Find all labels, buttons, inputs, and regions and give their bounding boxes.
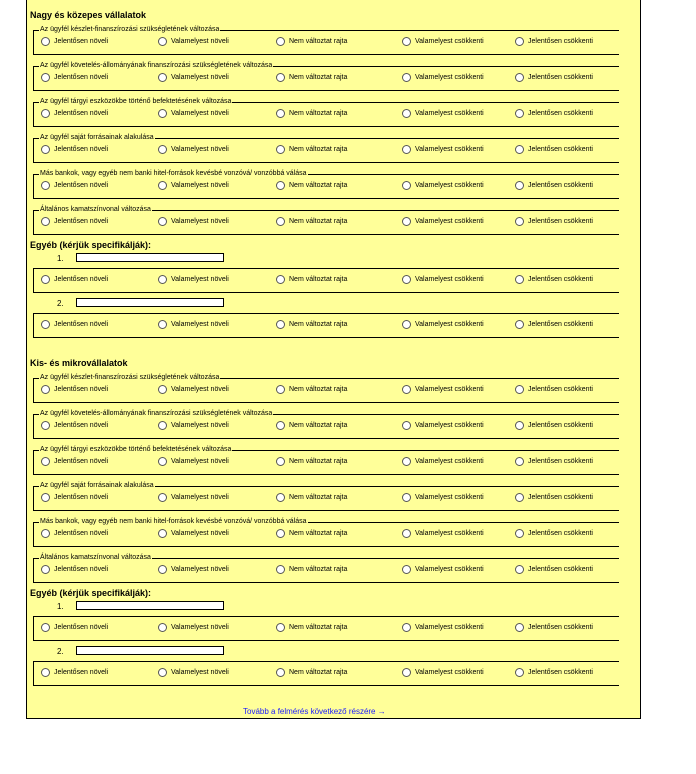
radio-button[interactable] [402, 73, 411, 82]
option-label: Jelentősen növeli [54, 458, 109, 465]
radio-button[interactable] [515, 217, 524, 226]
answer-option[interactable] [41, 492, 108, 503]
other-number: 2. [57, 647, 64, 656]
option-label: Jelentősen növeli [54, 74, 109, 81]
option-label: Nem változtat rajta [289, 218, 348, 225]
radio-button[interactable] [402, 275, 411, 284]
question-group [33, 134, 619, 163]
radio-button[interactable] [41, 457, 50, 466]
section-title: Nagy és közepes vállalatok [30, 10, 147, 20]
radio-button[interactable] [276, 493, 285, 502]
radio-button[interactable] [158, 493, 167, 502]
answer-option[interactable] [276, 274, 347, 285]
option-label: Nem változtat rajta [289, 624, 348, 631]
option-label: Jelentősen csökkenti [528, 624, 593, 631]
question-label: Általános kamatszínvonal változása [40, 206, 151, 213]
option-label: Valamelyest csökkenti [415, 110, 484, 117]
answer-option[interactable] [41, 72, 108, 83]
question-label: Általános kamatszínvonal változása [40, 554, 151, 561]
answer-option[interactable] [276, 622, 347, 633]
option-label: Valamelyest csökkenti [415, 624, 484, 631]
other-answer-group [33, 616, 619, 641]
option-label: Nem változtat rajta [289, 146, 348, 153]
option-label: Jelentősen növeli [54, 494, 109, 501]
option-label: Nem változtat rajta [289, 566, 348, 573]
answer-option[interactable] [402, 36, 484, 47]
answer-option[interactable] [402, 564, 484, 575]
option-label: Jelentősen csökkenti [528, 494, 593, 501]
answer-option[interactable] [402, 144, 484, 155]
question-group [33, 554, 619, 583]
answer-option[interactable] [158, 216, 229, 227]
option-label: Jelentősen csökkenti [528, 458, 593, 465]
option-label: Valamelyest csökkenti [415, 182, 484, 189]
question-label: Az ügyfél tárgyi eszközökbe történő befektetésének változása [40, 98, 232, 105]
option-label: Valamelyest növeli [171, 110, 229, 117]
answer-option[interactable] [276, 667, 347, 678]
option-label: Jelentősen csökkenti [528, 566, 593, 573]
answer-option[interactable] [515, 36, 593, 47]
answer-option[interactable] [515, 319, 593, 330]
radio-button[interactable] [41, 145, 50, 154]
answer-option[interactable] [515, 216, 593, 227]
answer-option[interactable] [276, 144, 347, 155]
question-group [33, 410, 619, 439]
answer-option[interactable] [276, 108, 347, 119]
option-label: Valamelyest csökkenti [415, 494, 484, 501]
radio-button[interactable] [402, 529, 411, 538]
answer-option[interactable] [402, 72, 484, 83]
option-label: Nem változtat rajta [289, 422, 348, 429]
radio-button[interactable] [41, 275, 50, 284]
survey-form [26, 0, 641, 719]
option-label: Jelentősen növeli [54, 218, 109, 225]
question-label: Más bankok, vagy egyéb nem banki hitel-források kevésbé vonzóvá/ vonzóbbá válása [40, 518, 307, 525]
option-label: Valamelyest csökkenti [415, 146, 484, 153]
answer-option[interactable] [402, 180, 484, 191]
option-label: Valamelyest növeli [171, 386, 229, 393]
answer-option[interactable] [276, 492, 347, 503]
option-label: Jelentősen növeli [54, 386, 109, 393]
radio-button[interactable] [515, 37, 524, 46]
answer-option[interactable] [276, 420, 347, 431]
option-label: Nem változtat rajta [289, 38, 348, 45]
option-label: Valamelyest növeli [171, 74, 229, 81]
answer-option[interactable] [402, 384, 484, 395]
option-label: Valamelyest növeli [171, 422, 229, 429]
option-label: Valamelyest csökkenti [415, 218, 484, 225]
other-number: 2. [57, 299, 64, 308]
option-label: Valamelyest csökkenti [415, 422, 484, 429]
option-label: Valamelyest növeli [171, 38, 229, 45]
radio-button[interactable] [276, 457, 285, 466]
option-label: Jelentősen csökkenti [528, 146, 593, 153]
answer-option[interactable] [158, 564, 229, 575]
answer-option[interactable] [41, 274, 108, 285]
answer-option[interactable] [158, 144, 229, 155]
answer-option[interactable] [41, 420, 108, 431]
question-group [33, 518, 619, 547]
other-spec-input[interactable] [76, 646, 224, 655]
option-label: Valamelyest növeli [171, 321, 229, 328]
radio-button[interactable] [41, 320, 50, 329]
radio-button[interactable] [402, 565, 411, 574]
other-spec-row [33, 297, 233, 312]
answer-option[interactable] [41, 144, 108, 155]
radio-button[interactable] [158, 529, 167, 538]
option-label: Valamelyest növeli [171, 276, 229, 283]
answer-option[interactable] [158, 492, 229, 503]
radio-button[interactable] [515, 320, 524, 329]
radio-button[interactable] [276, 668, 285, 677]
option-label: Jelentősen növeli [54, 669, 109, 676]
option-label: Jelentősen növeli [54, 422, 109, 429]
radio-button[interactable] [515, 668, 524, 677]
option-label: Jelentősen csökkenti [528, 386, 593, 393]
radio-button[interactable] [158, 73, 167, 82]
option-label: Jelentősen csökkenti [528, 321, 593, 328]
radio-button[interactable] [158, 109, 167, 118]
answer-option[interactable] [276, 72, 347, 83]
radio-button[interactable] [276, 109, 285, 118]
radio-button[interactable] [515, 275, 524, 284]
answer-option[interactable] [402, 420, 484, 431]
option-label: Jelentősen csökkenti [528, 182, 593, 189]
radio-button[interactable] [402, 623, 411, 632]
question-label: Az ügyfél követelés-állományának finanszírozási szükségletének változása [40, 410, 273, 417]
option-label: Jelentősen növeli [54, 321, 109, 328]
radio-button[interactable] [158, 275, 167, 284]
answer-option[interactable] [515, 144, 593, 155]
radio-button[interactable] [41, 385, 50, 394]
answer-option[interactable] [515, 564, 593, 575]
option-label: Valamelyest növeli [171, 458, 229, 465]
option-label: Jelentősen növeli [54, 566, 109, 573]
answer-option[interactable] [276, 216, 347, 227]
option-label: Jelentősen csökkenti [528, 276, 593, 283]
option-label: Nem változtat rajta [289, 110, 348, 117]
answer-option[interactable] [41, 216, 108, 227]
answer-option[interactable] [41, 456, 108, 467]
other-spec-row [33, 645, 233, 660]
answer-option[interactable] [158, 36, 229, 47]
answer-option[interactable] [515, 180, 593, 191]
option-label: Valamelyest csökkenti [415, 321, 484, 328]
answer-option[interactable] [276, 528, 347, 539]
radio-button[interactable] [41, 668, 50, 677]
section-title: Kis- és mikrovállalatok [30, 358, 128, 368]
other-heading: Egyéb (kérjük specifikálják): [30, 588, 152, 598]
answer-option[interactable] [276, 36, 347, 47]
question-label: Az ügyfél saját forrásainak alakulása [40, 134, 154, 141]
other-answer-group [33, 268, 619, 293]
next-page-link[interactable]: Tovább a felmérés következő részére → [243, 707, 386, 716]
answer-option[interactable] [276, 384, 347, 395]
radio-button[interactable] [276, 565, 285, 574]
answer-option[interactable] [158, 108, 229, 119]
option-label: Jelentősen csökkenti [528, 110, 593, 117]
answer-option[interactable] [158, 456, 229, 467]
option-label: Valamelyest csökkenti [415, 276, 484, 283]
answer-option[interactable] [41, 622, 108, 633]
other-answer-group [33, 313, 619, 338]
option-label: Jelentősen növeli [54, 38, 109, 45]
answer-option[interactable] [41, 564, 108, 575]
radio-button[interactable] [515, 73, 524, 82]
question-group [33, 98, 619, 127]
answer-option[interactable] [158, 274, 229, 285]
radio-button[interactable] [515, 181, 524, 190]
option-label: Jelentősen növeli [54, 146, 109, 153]
answer-option[interactable] [158, 420, 229, 431]
radio-button[interactable] [515, 623, 524, 632]
radio-button[interactable] [158, 623, 167, 632]
answer-option[interactable] [41, 180, 108, 191]
radio-button[interactable] [515, 529, 524, 538]
answer-option[interactable] [515, 667, 593, 678]
answer-option[interactable] [402, 622, 484, 633]
option-label: Nem változtat rajta [289, 321, 348, 328]
option-label: Jelentősen növeli [54, 110, 109, 117]
option-label: Jelentősen csökkenti [528, 669, 593, 676]
radio-button[interactable] [41, 565, 50, 574]
answer-option[interactable] [515, 384, 593, 395]
radio-button[interactable] [158, 320, 167, 329]
option-label: Valamelyest növeli [171, 182, 229, 189]
answer-option[interactable] [402, 274, 484, 285]
answer-option[interactable] [402, 492, 484, 503]
radio-button[interactable] [402, 668, 411, 677]
other-number: 1. [57, 602, 64, 611]
question-group [33, 170, 619, 199]
question-group [33, 206, 619, 235]
option-label: Nem változtat rajta [289, 494, 348, 501]
radio-button[interactable] [41, 623, 50, 632]
other-spec-input[interactable] [76, 601, 224, 610]
option-label: Nem változtat rajta [289, 182, 348, 189]
answer-option[interactable] [158, 180, 229, 191]
option-label: Valamelyest növeli [171, 218, 229, 225]
radio-button[interactable] [276, 623, 285, 632]
radio-button[interactable] [41, 109, 50, 118]
answer-option[interactable] [515, 456, 593, 467]
radio-button[interactable] [276, 217, 285, 226]
radio-button[interactable] [276, 529, 285, 538]
question-label: Az ügyfél készlet-finanszírozási szükségletének változása [40, 26, 220, 33]
radio-button[interactable] [158, 421, 167, 430]
radio-button[interactable] [41, 73, 50, 82]
radio-button[interactable] [402, 109, 411, 118]
option-label: Jelentősen csökkenti [528, 218, 593, 225]
option-label: Valamelyest csökkenti [415, 458, 484, 465]
radio-button[interactable] [515, 421, 524, 430]
radio-button[interactable] [41, 217, 50, 226]
answer-option[interactable] [402, 216, 484, 227]
other-heading: Egyéb (kérjük specifikálják): [30, 240, 152, 250]
radio-button[interactable] [276, 385, 285, 394]
question-group [33, 482, 619, 511]
radio-button[interactable] [158, 37, 167, 46]
answer-option[interactable] [41, 384, 108, 395]
radio-button[interactable] [41, 493, 50, 502]
answer-option[interactable] [276, 180, 347, 191]
answer-option[interactable] [41, 36, 108, 47]
radio-button[interactable] [402, 385, 411, 394]
answer-option[interactable] [402, 319, 484, 330]
answer-option[interactable] [402, 528, 484, 539]
answer-option[interactable] [515, 528, 593, 539]
option-label: Nem változtat rajta [289, 74, 348, 81]
answer-option[interactable] [402, 667, 484, 678]
radio-button[interactable] [41, 529, 50, 538]
option-label: Jelentősen csökkenti [528, 38, 593, 45]
answer-option[interactable] [41, 528, 108, 539]
option-label: Valamelyest csökkenti [415, 386, 484, 393]
answer-option[interactable] [276, 319, 347, 330]
radio-button[interactable] [41, 181, 50, 190]
question-label: Az ügyfél követelés-állományának finanszírozási szükségletének változása [40, 62, 273, 69]
radio-button[interactable] [158, 145, 167, 154]
other-spec-input[interactable] [76, 298, 224, 307]
option-label: Valamelyest növeli [171, 146, 229, 153]
option-label: Nem változtat rajta [289, 669, 348, 676]
answer-option[interactable] [276, 564, 347, 575]
answer-option[interactable] [41, 319, 108, 330]
question-group [33, 26, 619, 55]
answer-option[interactable] [515, 108, 593, 119]
option-label: Valamelyest csökkenti [415, 38, 484, 45]
radio-button[interactable] [276, 275, 285, 284]
option-label: Jelentősen csökkenti [528, 422, 593, 429]
radio-button[interactable] [276, 320, 285, 329]
answer-option[interactable] [41, 667, 108, 678]
option-label: Valamelyest növeli [171, 624, 229, 631]
radio-button[interactable] [158, 217, 167, 226]
question-label: Az ügyfél tárgyi eszközökbe történő befektetésének változása [40, 446, 232, 453]
radio-button[interactable] [158, 181, 167, 190]
radio-button[interactable] [158, 457, 167, 466]
answer-option[interactable] [515, 72, 593, 83]
option-label: Jelentősen csökkenti [528, 74, 593, 81]
other-answer-group [33, 661, 619, 686]
radio-button[interactable] [276, 37, 285, 46]
answer-option[interactable] [402, 456, 484, 467]
radio-button[interactable] [515, 145, 524, 154]
answer-option[interactable] [515, 420, 593, 431]
answer-option[interactable] [158, 319, 229, 330]
option-label: Nem változtat rajta [289, 276, 348, 283]
question-group [33, 62, 619, 91]
option-label: Valamelyest növeli [171, 494, 229, 501]
radio-button[interactable] [158, 668, 167, 677]
answer-option[interactable] [158, 622, 229, 633]
radio-button[interactable] [515, 385, 524, 394]
radio-button[interactable] [402, 493, 411, 502]
radio-button[interactable] [158, 385, 167, 394]
radio-button[interactable] [276, 73, 285, 82]
radio-button[interactable] [276, 421, 285, 430]
radio-button[interactable] [402, 320, 411, 329]
answer-option[interactable] [158, 72, 229, 83]
other-spec-row [33, 600, 233, 615]
option-label: Jelentősen növeli [54, 624, 109, 631]
radio-button[interactable] [515, 565, 524, 574]
question-label: Más bankok, vagy egyéb nem banki hitel-források kevésbé vonzóvá/ vonzóbbá válása [40, 170, 307, 177]
radio-button[interactable] [402, 181, 411, 190]
option-label: Valamelyest növeli [171, 566, 229, 573]
answer-option[interactable] [402, 108, 484, 119]
radio-button[interactable] [515, 109, 524, 118]
answer-option[interactable] [41, 108, 108, 119]
option-label: Nem változtat rajta [289, 530, 348, 537]
answer-option[interactable] [276, 456, 347, 467]
question-group [33, 374, 619, 403]
other-number: 1. [57, 254, 64, 263]
option-label: Valamelyest csökkenti [415, 566, 484, 573]
option-label: Jelentősen csökkenti [528, 530, 593, 537]
option-label: Jelentősen növeli [54, 182, 109, 189]
radio-button[interactable] [41, 421, 50, 430]
answer-option[interactable] [515, 622, 593, 633]
radio-button[interactable] [515, 457, 524, 466]
radio-button[interactable] [402, 457, 411, 466]
radio-button[interactable] [402, 37, 411, 46]
question-label: Az ügyfél saját forrásainak alakulása [40, 482, 154, 489]
option-label: Valamelyest csökkenti [415, 669, 484, 676]
option-label: Valamelyest növeli [171, 530, 229, 537]
answer-option[interactable] [158, 667, 229, 678]
option-label: Valamelyest csökkenti [415, 530, 484, 537]
other-spec-input[interactable] [76, 253, 224, 262]
radio-button[interactable] [515, 493, 524, 502]
radio-button[interactable] [41, 37, 50, 46]
radio-button[interactable] [158, 565, 167, 574]
answer-option[interactable] [515, 492, 593, 503]
other-spec-row [33, 252, 233, 267]
option-label: Nem változtat rajta [289, 386, 348, 393]
option-label: Jelentősen növeli [54, 530, 109, 537]
question-group [33, 446, 619, 475]
option-label: Jelentősen növeli [54, 276, 109, 283]
answer-option[interactable] [515, 274, 593, 285]
question-label: Az ügyfél készlet-finanszírozási szükségletének változása [40, 374, 220, 381]
option-label: Valamelyest csökkenti [415, 74, 484, 81]
radio-button[interactable] [402, 421, 411, 430]
option-label: Nem változtat rajta [289, 458, 348, 465]
radio-button[interactable] [276, 181, 285, 190]
radio-button[interactable] [276, 145, 285, 154]
radio-button[interactable] [402, 145, 411, 154]
answer-option[interactable] [158, 528, 229, 539]
answer-option[interactable] [158, 384, 229, 395]
option-label: Valamelyest növeli [171, 669, 229, 676]
radio-button[interactable] [402, 217, 411, 226]
